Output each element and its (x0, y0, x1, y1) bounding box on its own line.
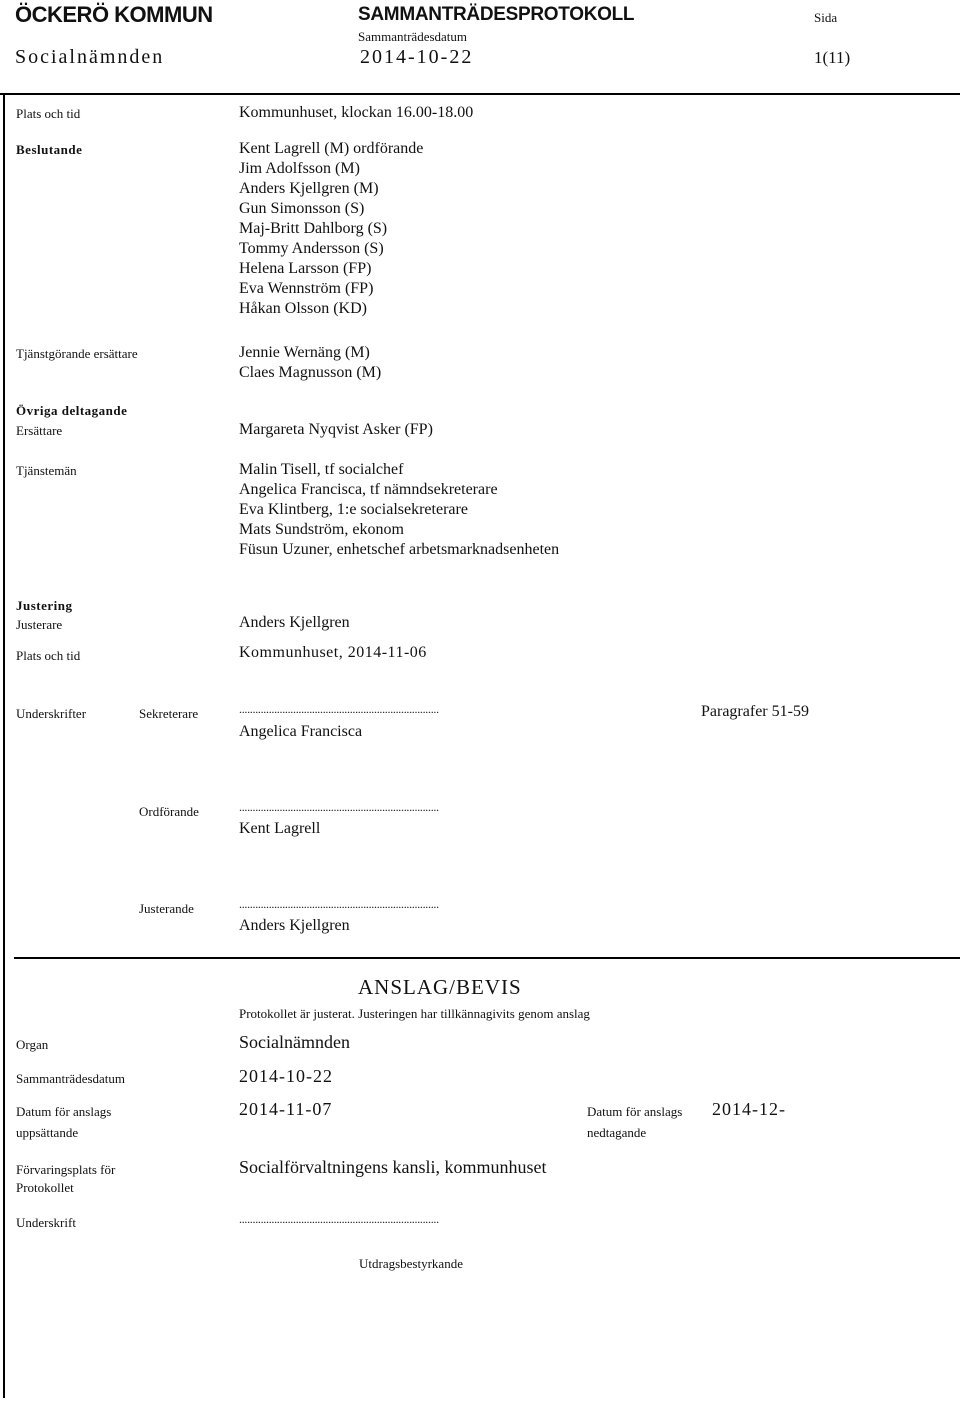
list-item: Mats Sundström, ekonom (239, 521, 404, 538)
list-item: Claes Magnusson (M) (239, 364, 382, 381)
document-title: SAMMANTRÄDESPROTOKOLL (358, 4, 635, 25)
signatures-label: Underskrifter (16, 706, 87, 721)
paragraphs-range: Paragrafer 51-59 (701, 703, 809, 720)
left-border (3, 93, 5, 1398)
chair-label: Ordförande (139, 804, 199, 819)
municipality-name: ÖCKERÖ KOMMUN (15, 2, 213, 27)
substitutes-list (239, 343, 381, 383)
anslag-divider (14, 957, 960, 959)
adjuster-signature-name: Anders Kjellgren (239, 917, 350, 934)
removal-date-label: Datum för anslags (587, 1104, 683, 1119)
anslag-note: Protokollet är justerat. Justeringen har tillkännagivits genom anslag (239, 1006, 590, 1021)
list-item: Jennie Wernäng (M) (239, 344, 370, 361)
officials-label: Tjänstemän (16, 463, 77, 478)
list-item: Angelica Francisca, tf nämndsekreterare (239, 481, 498, 498)
secretary-signature-line: .......................................................................... (239, 702, 439, 716)
justering-heading: Justering (16, 598, 73, 613)
deciders-label: Beslutande (16, 142, 83, 157)
meeting-date: 2014-10-22 (360, 46, 474, 68)
substitutes-label: Tjänstgörande ersättare (16, 346, 138, 361)
list-item: Eva Klintberg, 1:e socialsekreterare (239, 501, 468, 518)
list-item: Margareta Nyqvist Asker (FP) (239, 421, 433, 438)
anslag-date-label: Sammanträdesdatum (16, 1071, 126, 1086)
list-item: Gun Simonsson (S) (239, 200, 365, 217)
ersattare-label: Ersättare (16, 423, 63, 438)
storage-value: Socialförvaltningens kansli, kommunhuset (239, 1157, 547, 1177)
anslag-date-value: 2014-10-22 (239, 1066, 333, 1086)
list-item: Füsun Uzuner, enhetschef arbetsmarknadsenheten (239, 541, 560, 558)
page-label: Sida (814, 10, 838, 25)
list-item: Jim Adolfsson (M) (239, 160, 360, 177)
header-divider (0, 93, 960, 95)
adjuster-signature-label: Justerande (139, 901, 194, 916)
adjuster-label: Justerare (16, 617, 63, 632)
storage-label-2: Protokollet (16, 1180, 74, 1195)
posting-date-value: 2014-11-07 (239, 1099, 333, 1119)
adjuster-signature-line: .......................................................................... (239, 897, 439, 911)
list-item: Kent Lagrell (M) ordförande (239, 140, 424, 157)
anslag-heading: ANSLAG/BEVIS (358, 975, 522, 999)
organ-label: Organ (16, 1037, 49, 1052)
list-item: Malin Tisell, tf socialchef (239, 461, 404, 478)
secretary-name: Angelica Francisca (239, 723, 363, 740)
place-value: Kommunhuset, klockan 16.00-18.00 (239, 104, 474, 121)
list-item: Anders Kjellgren (M) (239, 180, 379, 197)
committee-name: Socialnämnden (15, 46, 165, 68)
other-participants-label: Övriga deltagande (16, 403, 128, 418)
list-item: Tommy Andersson (S) (239, 240, 384, 257)
posting-date-label: Datum för anslags (16, 1104, 112, 1119)
meeting-date-label: Sammanträdesdatum (358, 29, 468, 44)
ersattare-list (239, 420, 433, 440)
officials-list (239, 460, 559, 560)
chair-signature-line: .......................................................................... (239, 800, 439, 814)
place-label: Plats och tid (16, 106, 81, 121)
deciders-list (239, 139, 423, 319)
organ-value: Socialnämnden (239, 1032, 350, 1052)
secretary-label: Sekreterare (139, 706, 199, 721)
signature-line: .......................................................................... (239, 1212, 439, 1226)
posting-date-label-2: uppsättande (16, 1125, 79, 1140)
list-item: Eva Wennström (FP) (239, 280, 374, 297)
signature-label: Underskrift (16, 1215, 76, 1230)
list-item: Maj-Britt Dahlborg (S) (239, 220, 388, 237)
list-item: Håkan Olsson (KD) (239, 300, 367, 317)
list-item: Helena Larsson (FP) (239, 260, 372, 277)
chair-name: Kent Lagrell (239, 820, 321, 837)
adjuster-name: Anders Kjellgren (239, 614, 350, 631)
justering-place-value: Kommunhuset, 2014-11-06 (239, 644, 427, 661)
extract-certification-label: Utdragsbestyrkande (359, 1256, 463, 1271)
justering-place-label: Plats och tid (16, 648, 81, 663)
page-number: 1(11) (814, 48, 851, 67)
removal-date-value: 2014-12- (712, 1099, 786, 1119)
removal-date-label-2: nedtagande (587, 1125, 647, 1140)
storage-label: Förvaringsplats för (16, 1162, 116, 1177)
